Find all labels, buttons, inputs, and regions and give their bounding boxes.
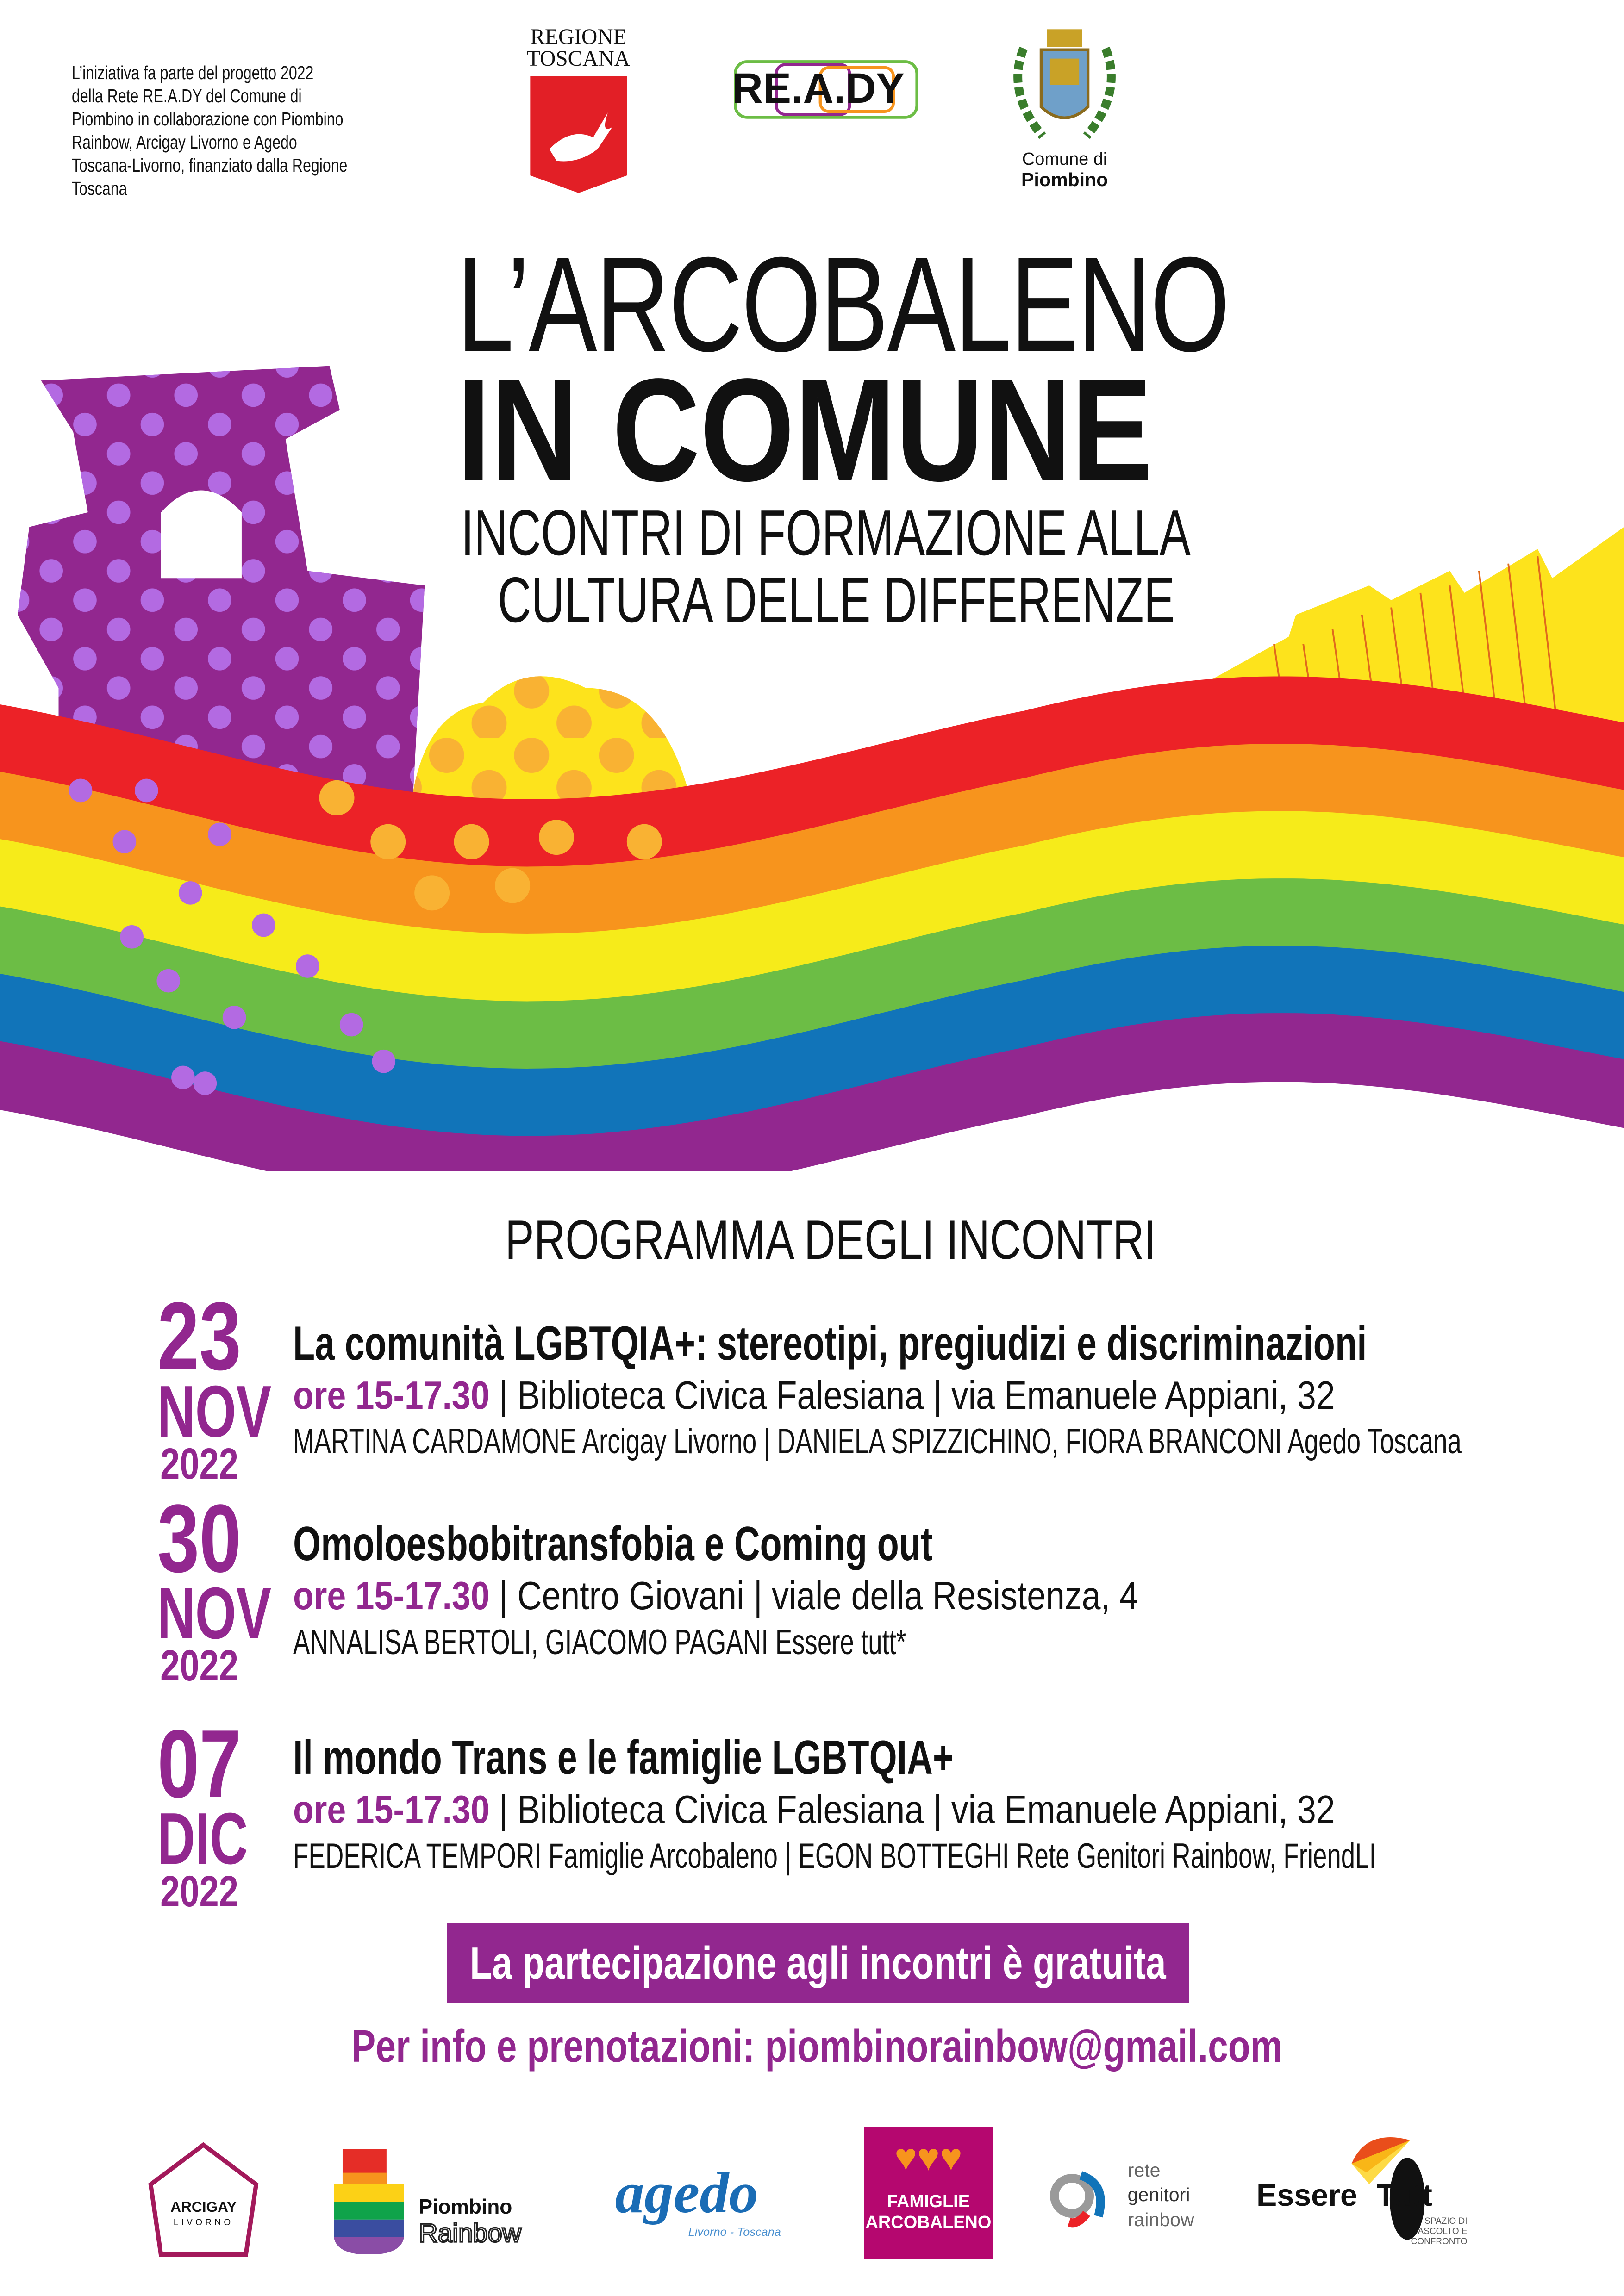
decorative-dot [156, 969, 180, 993]
free-participation-banner [447, 1923, 1189, 2003]
tower-rainbow-icon [334, 2149, 404, 2255]
intro-line: Toscana [71, 177, 127, 199]
decorative-dot [370, 824, 406, 859]
logo-text: Essere [1256, 2178, 1357, 2213]
logo-text: ARCIGAY [170, 2198, 237, 2215]
logo-text: genitori [1127, 2184, 1190, 2206]
decorative-dot [69, 779, 93, 803]
subtitle-text: CULTURA DELLE DIFFERENZE [498, 564, 1175, 636]
agedo-logo [615, 2161, 806, 2240]
event-place: | Biblioteca Civica Falesiana | via Emanuele Appiani, 32 [489, 1788, 1335, 1832]
logo-text: LIVORNO [173, 2218, 234, 2228]
month: DIC [157, 1798, 248, 1880]
decorative-dot [179, 881, 202, 905]
regione-toscana-logo [520, 26, 637, 198]
decorative-dot [495, 868, 530, 903]
event-location [293, 1787, 1335, 1833]
event-details [293, 1518, 1276, 1663]
decorative-dot [627, 824, 662, 859]
decorative-dot [414, 876, 450, 911]
subtitle-text: INCONTRI DI FORMAZIONE ALLA [461, 497, 1191, 569]
event-date [141, 1282, 271, 1488]
decorative-dot [113, 830, 137, 854]
event-details [293, 1318, 1624, 1462]
essere-tutte-logo [1256, 2128, 1476, 2246]
event-place: | Biblioteca Civica Falesiana | via Emanuele Appiani, 32 [489, 1374, 1335, 1418]
crest-icon [1006, 26, 1123, 143]
event-date [141, 1484, 271, 1691]
logo-text: ASCOLTO E [1418, 2227, 1468, 2237]
logo-text: ARCOBALENO [865, 2212, 992, 2232]
title-text: IN COMUNE [456, 348, 1153, 512]
year: 2022 [160, 1641, 238, 1691]
info-text[interactable]: Per info e prenotazioni: piombinorainbow@gmail.com [351, 2021, 1283, 2072]
program-heading [505, 1209, 1340, 1271]
month: NOV [157, 1572, 271, 1655]
year: 2022 [160, 1867, 238, 1916]
logo-text: Piombino [418, 2195, 512, 2218]
logo-text: Piombino [1021, 169, 1108, 191]
logo-text: agedo [615, 2160, 758, 2225]
ready-logo [732, 59, 920, 126]
comune-piombino-logo [1003, 26, 1126, 190]
title-text: L’ARCOBALENO [456, 229, 1229, 380]
famiglie-arcobaleno-logo [864, 2127, 993, 2259]
intro-line: della Rete RE.A.DY del Comune di [71, 85, 302, 106]
event-location [293, 1574, 1138, 1619]
event-details [293, 1732, 1624, 1877]
logo-text: rete [1127, 2159, 1161, 2181]
logo-text: CONFRONTO [1411, 2237, 1468, 2247]
event-title: La comunità LGBTQIA+: stereotipi, pregiudizi e discriminazioni [293, 1316, 1367, 1370]
arcigay-livorno-logo [146, 2140, 261, 2258]
day: 07 [157, 1710, 241, 1818]
year: 2022 [160, 1439, 238, 1488]
intro-line: Toscana-Livorno, finanziato dalla Regione [71, 154, 348, 176]
decorative-dot [372, 1050, 395, 1073]
logo-text: FAMIGLIE [887, 2192, 970, 2212]
event-time: ore 15-17.30 [293, 1574, 490, 1618]
decorative-dot [120, 925, 144, 949]
event-time: ore 15-17.30 [293, 1374, 490, 1418]
decorative-dot [296, 954, 319, 978]
event-speakers: ANNALISA BERTOLI, GIACOMO PAGANI Essere tutt* [293, 1622, 906, 1662]
logo-text: Tutt [1376, 2178, 1432, 2213]
decorative-dot [171, 1066, 195, 1089]
day: 23 [157, 1282, 241, 1391]
event-title: Omoloesbobitransfobia e Coming out [293, 1517, 933, 1571]
hearts-icon: ♥♥♥ [894, 2136, 962, 2179]
logo-text: rainbow [1127, 2209, 1194, 2231]
decorative-dot [454, 824, 489, 859]
ready-text: RE.A.DY [732, 65, 905, 112]
event-location [293, 1373, 1335, 1419]
decorative-dot [135, 779, 158, 803]
event-speakers: MARTINA CARDAMONE Arcigay Livorno | DANIELA SPIZZICHINO, FIORA BRANCONI Agedo Toscana [293, 1422, 1462, 1462]
puzzle-icon [1049, 2164, 1113, 2228]
event-place: | Centro Giovani | viale della Resistenza, 4 [489, 1574, 1138, 1618]
intro-text [72, 62, 540, 200]
banner-text: La partecipazione agli incontri è gratuita [469, 1937, 1166, 1989]
intro-line: Piombino in collaborazione con Piombino [71, 108, 344, 130]
event-time: ore 15-17.30 [293, 1788, 490, 1832]
logo-text: SPAZIO DI [1424, 2216, 1468, 2227]
decorative-dot [319, 780, 355, 815]
decorative-dot [340, 1013, 363, 1037]
logo-text: Livorno - Toscana [688, 2226, 781, 2239]
logo-text: REGIONE [530, 25, 627, 49]
event-title: Il mondo Trans e le famiglie LGBTQIA+ [293, 1731, 954, 1785]
logo-text: Rainbow [418, 2218, 522, 2248]
decorative-dot [223, 1006, 246, 1029]
intro-line: Rainbow, Arcigay Livorno e Agedo [71, 131, 297, 153]
heading-text: PROGRAMMA DEGLI INCONTRI [505, 1208, 1156, 1271]
intro-line: L’iniziativa fa parte del progetto 2022 [71, 62, 314, 83]
info-line[interactable] [351, 2020, 1515, 2073]
decorative-dot [208, 823, 231, 846]
decorative-dot [539, 820, 574, 855]
rainbow-illustration [0, 348, 1624, 1171]
event-speakers: FEDERICA TEMPORI Famiglie Arcobaleno | EGON BOTTEGHI Rete Genitori Rainbow, FriendLI [293, 1836, 1376, 1876]
event-date [141, 1710, 258, 1916]
title-line-1 [456, 229, 1473, 380]
month: NOV [157, 1370, 271, 1452]
pegasus-shield-icon [527, 76, 630, 193]
day: 30 [157, 1484, 241, 1593]
decorative-dot [252, 914, 275, 937]
decorative-dot [194, 1071, 217, 1095]
logo-text: Comune di [1022, 149, 1107, 169]
logo-text: TOSCANA [526, 47, 631, 71]
